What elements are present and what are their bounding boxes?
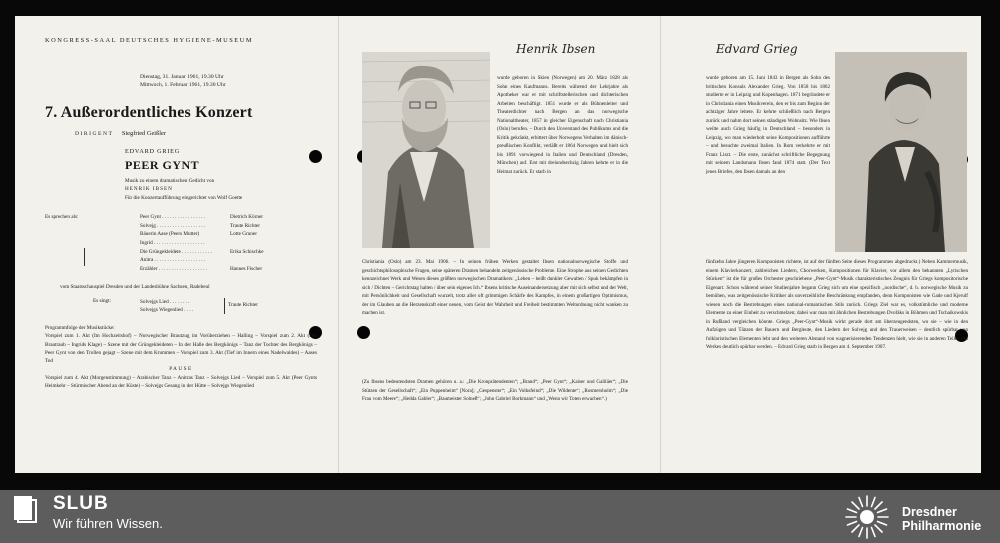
ensemble-credit: vom Staatsschauspiel Dresden und der Landesbühne Sachsen, Radebeul bbox=[60, 284, 210, 290]
conductor-name: Siegfried Geißler bbox=[121, 130, 167, 137]
cast-role: Die Grüngekleidete . . . . . . . . . . . . bbox=[140, 248, 212, 255]
grieg-text-beside-portrait: wurde geboren am 15. Juni 1843 in Bergen als Sohn des britischen Konsuls Alexander Grieg. Von 1858 bis 1862 studierte er in Leipzig und Kopenhagen. 1871 begründete er in Christiania einen Musikverein, den er bis zum Beginn der achtziger Jahre leitete. Er kehrte schließlich nach Bergen zurück und nahm dort seinen ständigen Wohnsitz. Wie Ibsen weilte auch Grieg häufig in Deutschland – besonders in Leipzig, wo man wiederholt seine Kompositionen aufführte – und besuchte zweimal Italien. In Rom verkehrte er mit Franz Liszt. – Die erste, zunächst schriftliche Begegnung mit seinem Landsmann Ibsen fand 1874 statt. (Der Text jenes Briefes, den Ibsen damals an den bbox=[706, 75, 830, 175]
program-sequence bbox=[45, 324, 317, 390]
subtitle-line: HENRIK IBSEN bbox=[125, 186, 173, 193]
ibsen-portrait bbox=[362, 52, 490, 248]
slub-book-icon bbox=[12, 494, 38, 524]
cast-role: Solvejg . . . . . . . . . . . . . . . . . . . bbox=[140, 222, 206, 229]
partner-line: Philharmonie bbox=[902, 519, 982, 533]
cast-actor: Hannes Fischer bbox=[230, 266, 263, 273]
song-item: Solvejgs Wiegenlied . . . . bbox=[140, 307, 194, 314]
grieg-portrait bbox=[835, 52, 967, 252]
cast-role: Peer Gynt . . . . . . . . . . . . . . . . . bbox=[140, 214, 205, 220]
work-title: PEER GYNT bbox=[125, 158, 200, 172]
date-line: Mittwoch, 1. Februar 1961, 19.30 Uhr bbox=[140, 82, 226, 89]
cast-role: Anitra . . . . . . . . . . . . . . . . . . . . bbox=[140, 257, 206, 264]
cast-list bbox=[140, 213, 325, 274]
ibsen-biography: Christiania (Oslo) am 23. Mai 1906. – In seinen frühen Werken gestaltet Ibsen nationalnorwegische Stoffe und geschichtsphilosophische Fragen, seine späteren Dramen behandeln zeitgenössische Probleme. Eine Strophe aus seinen Gedichten kennzeichnet Werk und Wesen dieses größten norwegischen Dramatikers: „Leben – heißt dunkler Gewalten / Spuk bekämpfen in sich / Dichten – Gerichtstag halten / über sein eigenes Ich.“ Ibsens kritische Auseinandersetzung aber mit sich selbst und der Welt, mit Persönlichkeit und Gesellschaft wurzelt, trotz aller oft grimmigen Schärfe des Kampfes, in einem großartigen Optimismus, der im Glauben an die Herzenskraft einer neuen, vom Geist der Wahrheit und Freiheit bestimmten Weltordnung nicht wanken zu machen ist. bbox=[362, 259, 628, 316]
venue-line: KONGRESS-SAAL DEUTSCHES HYGIENE-MUSEUM bbox=[45, 37, 254, 44]
cast-actor: Lotte Gruner bbox=[230, 231, 257, 238]
ibsen-works: (Zu Ibsens bedeutendsten Dramen gehören u. a.: „Die Kronprätendenten“; „Brand“; „Peer Gynt“; „Kaiser und Galiläer“; „Die Stützen der Gesellschaft“; „Ein Puppenheim“ [Nora]; „Gespenster“; „Ein Volksfeind“; „Die Wildente“; „Rosmersholm“; „Die Frau vom Meere“; „Hedda Gabler“; „Baumeister Solneß“; „John Gabriel Borkmann“ und „Wenn wir Toten erwachen“.) bbox=[362, 379, 628, 402]
concert-dates bbox=[140, 73, 226, 90]
subtitle-line: Musik zu einem dramatischen Gedicht von bbox=[125, 178, 215, 184]
cast-role: Bäuerin Aase (Peers Mutter) bbox=[140, 231, 200, 238]
work-subtitle bbox=[125, 177, 325, 202]
ibsen-text-beside-portrait: wurde geboren in Skien (Norwegen) am 20. März 1828 als Sohn eines Kaufmanns. Bereits während der Lehrjahre als Apotheker war er mit schriftstellerischen und dichterischen Arbeiten beschäftigt. 1851 wurde er als Bühnenleiter und Theaterdichter nach Bergen an das norwegische Nationaltheater, 1857 in gleicher Eigenschaft nach Christiania (Oslo) berufen. – Durch den Unverstand des Publikums und die Kritik gekränkt, erbittert über Norwegens Verhalten im dänisch-preußischen Konflikt, verläßt er 1864 Norwegen und hielt sich bis 1891 vorwiegend in Italien und Deutschland (Dresden, München) auf. Erst mit dreiundsechzig Jahren kehrte er in die Heimat zurück. Er starb in bbox=[497, 75, 628, 175]
composer-name: EDVARD GRIEG bbox=[125, 148, 181, 155]
songs-list bbox=[140, 298, 193, 315]
subtitle-line: Für die Konzertaufführung eingerichtet von Wolf Goette bbox=[125, 194, 243, 201]
cast-row bbox=[140, 265, 325, 274]
concert-title: 7. Außerordentliches Konzert bbox=[45, 104, 253, 121]
fold-line-left bbox=[338, 16, 339, 473]
pause-label: PAUSE bbox=[169, 366, 193, 373]
cast-row bbox=[140, 230, 325, 239]
punch-hole bbox=[357, 326, 370, 339]
song-item: Solvejgs Lied . . . . . . . . bbox=[140, 299, 190, 305]
cast-row bbox=[140, 239, 325, 248]
grieg-signature: Edvard Grieg bbox=[716, 42, 798, 56]
partner-line: Dresdner bbox=[902, 505, 957, 519]
cast-row bbox=[140, 248, 325, 257]
philharmonie-sunburst-icon bbox=[842, 492, 892, 542]
cast-row bbox=[140, 222, 325, 231]
sequence-title: Programmfolge der Musikstücke: bbox=[45, 325, 115, 331]
grieg-biography: fünfzehn Jahre jüngeren Komponisten richtete, ist auf der fünften Seite dieses Programmes abgedruckt.) Neben Kammermusik, einem Klavierkonzert, zahlreichen Liedern, Chorwerken, Kompositionen für Klavier, vor allem den bekannten „Lyrischen Stücken“ ist die für großes Orchester geschriebene „Peer-Gynt“-Musik charakteristisches Zeugnis für Griegs kompositorische Eigenart. Schon während seiner Studienjahre begann Grieg sich um eine spezifisch „nordische“, d. h. norwegische Musik zu bemühen, was zeitgenössische Kritiker als unverzeihliche Beschränkung empfanden, denn Komponisten wie Gade und Kjerulf wiesen noch die Bestrebungen eines national-romantischen Stils zurück. Griegs Ziel war es, volkstümliche und moderne Elemente zu einer Einheit zu verschmelzen; dabei war man mit ähnlichen Bestrebungen Dvořáks in Böhmen und Tschaikowskis in Rußland vergleichen könnte. Griegs „Peer-Gynt“-Musik wirkt gerade dort am überzeugendsten, wo sie – wie in den Aufzügen und Tänzen der Bauern und Bergleute, den Liedern der Solvejg und den Trauerweisen – deutlich spürbar von folkloristischen Elementen lebt und den weiteren Abstand von wagnerisierenden Tendenzen hielt, wie sie in anderen Teilen des Werkes deutlich spürbar werden. – Edvard Grieg starb in Bergen am 4. September 1907. bbox=[706, 259, 968, 350]
cast-brace bbox=[81, 248, 85, 266]
slub-brand[interactable]: SLUB bbox=[53, 493, 109, 514]
ibsen-signature: Henrik Ibsen bbox=[516, 42, 596, 56]
date-line: Dienstag, 31. Januar 1961, 19.30 Uhr bbox=[140, 74, 224, 80]
songs-brace bbox=[221, 298, 225, 314]
conductor-label: DIRIGENT bbox=[75, 131, 114, 137]
punch-hole bbox=[309, 150, 322, 163]
cast-actor: Dietrich Körner bbox=[230, 214, 263, 220]
philharmonie-brand[interactable] bbox=[902, 505, 981, 533]
songs-label: Es singt: bbox=[93, 298, 112, 304]
cast-actor: Traute Richter bbox=[230, 222, 260, 229]
cast-label: Es sprechen als: bbox=[45, 214, 79, 220]
sequence-part-1: Vorspiel zum 1. Akt (Im Hochzeitshof) – Norwegischer Brautzug im Vorüberziehen – Halling – Vorspiel zum 2. Akt (Der Brautraub – Ingrids Klage) – Szene mit der Grüngekleideten – In der Halle des Bergkönigs – Tanz der Tochter des Bergkönigs – Peer Gynt von den Trollen gejagt – Szene mit dem Krummen – Vorspiel zum 3. Akt (Tief im Innern eines Nadelwaldes) – Aases Tod bbox=[45, 333, 317, 365]
sequence-part-2: Vorspiel zum 4. Akt (Morgenstimmung) – Arabischer Tanz – Anitras Tanz – Solvejgs Lied – Vorspiel zum 5. Akt (Peer Gynts Heimkehr – Stürmischer Abend an der Küste) – Solvejgs Gesang in der Hütte – Solvejgs Wiegenlied bbox=[45, 374, 317, 390]
fold-line-right bbox=[660, 16, 661, 473]
cast-role: Erzähler . . . . . . . . . . . . . . . . . . . bbox=[140, 266, 207, 273]
conductor-line bbox=[75, 130, 166, 137]
cast-row bbox=[140, 213, 325, 222]
slub-tagline: Wir führen Wissen. bbox=[53, 516, 163, 531]
cast-actor: Erika Schischke bbox=[230, 248, 264, 255]
songs-singer: Traute Richter bbox=[228, 302, 258, 308]
cast-row bbox=[140, 256, 325, 265]
cast-role: Ingrid . . . . . . . . . . . . . . . . . . . . bbox=[140, 240, 205, 247]
